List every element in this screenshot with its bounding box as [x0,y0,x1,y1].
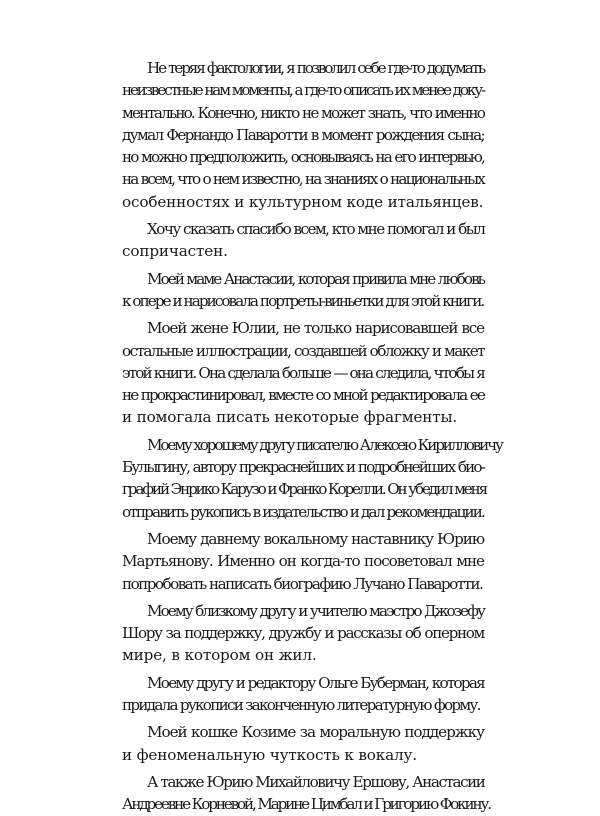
text-line: А также Юрию Михайловичу Ершову, Анастасии [147,772,485,791]
text-line: Моему другу и редактору Ольге Буберман, которая [147,673,484,692]
acknowledgements-text [122,57,502,816]
text-line: Моему близкому другу и учителю маэстро Джозефу [147,601,484,620]
paragraph-9 [122,721,484,766]
paragraph-8 [122,672,484,717]
text-line: Шору за поддержку, дружбу и рассказы об оперном [122,624,484,643]
text-line: Моему хорошему другу писателю Алексею Кирилловичу [147,435,502,454]
text-line: ментально. Конечно, никто не может знать, что именно [122,103,484,122]
text-line: думал Фернандо Паваротти в момент рождения сына; [122,125,484,144]
text-line: мире, в котором он жил. [122,646,317,665]
text-line: Не теряя фактологии, я позволил себе где-то додумать [147,59,484,77]
text-line: отправить рукопись в издательство и дал рекомендации. [122,502,484,521]
text-line: неизвестные нам моменты, а где-то описать их менее доку- [122,81,484,100]
text-line: Андреевне Корневой, Марине Цимбал и Григорию Фокину. [122,795,490,814]
paragraph-1 [122,57,484,213]
text-line: остальные иллюстрации, создавшей обложку и макет [122,341,484,360]
text-line: Булыгину, автору прекраснейших и подробнейших био- [122,458,484,477]
paragraph-5 [122,434,502,523]
paragraph-6 [122,528,484,595]
text-line: и помогала писать некоторые фрагменты. [122,408,458,427]
text-line: не прокрастинировал, вместе со мной редактировала ее [122,386,484,405]
paragraph-4 [122,317,484,428]
text-line: Хочу сказать спасибо всем, кто мне помогал и был [147,220,485,239]
text-line: графий Энрико Карузо и Франко Корелли. Он убедил меня [122,480,487,499]
text-line: на всем, что о нем известно, на знаниях о национальных [122,170,484,189]
text-line: этой книги. Она сделала больше — она следила, чтобы я [122,363,484,382]
paragraph-2 [122,218,484,263]
paragraph-7 [122,600,484,667]
text-line: Мартьянову. Именно он когда-то посоветовал мне [122,552,484,571]
text-line: Моей маме Анастасии, которая привила мне любовь [147,269,484,288]
text-line: попробовать написать биографию Лучано Паваротти. [122,574,483,593]
text-line: Моему давнему вокальному наставнику Юрию [147,529,484,548]
text-line: Моей жене Юлии, не только нарисовавшей все [147,319,484,338]
text-line: и феноменальную чуткость к вокалу. [122,745,417,764]
text-line: но можно предположить, основываясь на его интервью, [122,148,484,167]
text-line: сопричастен. [122,242,228,261]
text-line: к опере и нарисовала портреты-виньетки для этой книги. [122,291,484,310]
text-line: особенностях и культурном коде итальянцев. [122,192,484,211]
text-line: Моей кошке Козиме за моральную поддержку [147,723,484,742]
paragraph-10 [122,771,490,816]
paragraph-3 [122,268,484,313]
text-line: придала рукописи законченную литературную форму. [122,696,480,715]
